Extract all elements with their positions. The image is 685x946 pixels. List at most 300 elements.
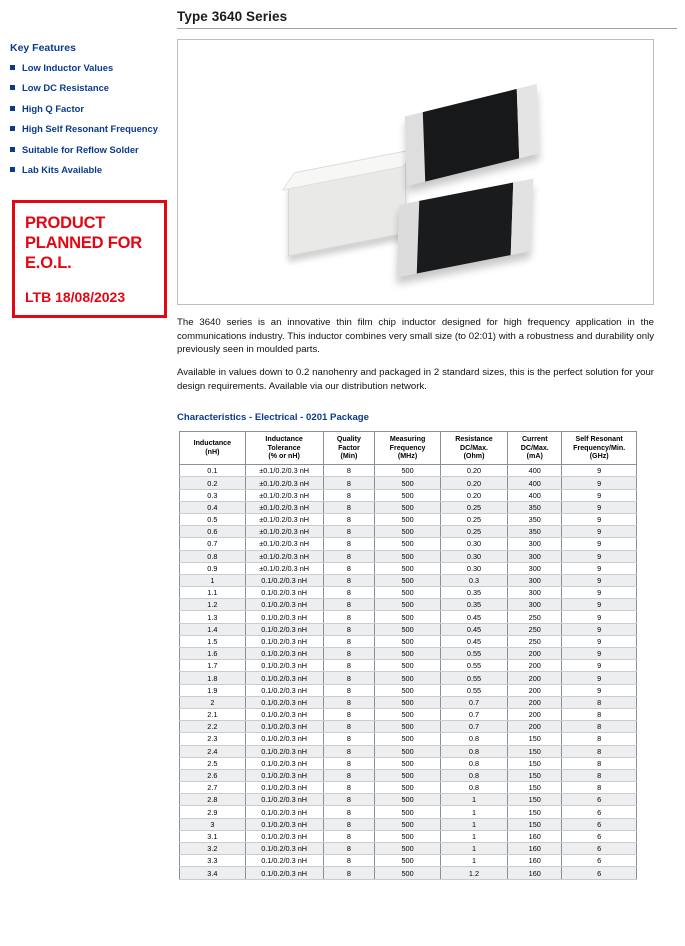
cell-current: 300 bbox=[508, 550, 562, 562]
table-row bbox=[180, 648, 637, 660]
cell-self-resonant-frequency: 8 bbox=[562, 757, 637, 769]
cell-tolerance: 0.1/0.2/0.3 nH bbox=[245, 672, 323, 684]
cell-self-resonant-frequency: 6 bbox=[562, 806, 637, 818]
cell-resistance: 0.8 bbox=[440, 782, 507, 794]
cell-resistance: 1.2 bbox=[440, 867, 507, 879]
cell-inductance: 2.6 bbox=[180, 769, 246, 781]
cell-measuring-frequency: 500 bbox=[375, 465, 440, 477]
cell-measuring-frequency: 500 bbox=[375, 513, 440, 525]
cell-self-resonant-frequency: 6 bbox=[562, 830, 637, 842]
feature-label: Lab Kits Available bbox=[22, 164, 103, 176]
cell-tolerance: ±0.1/0.2/0.3 nH bbox=[245, 562, 323, 574]
cell-tolerance: 0.1/0.2/0.3 nH bbox=[245, 623, 323, 635]
square-bullet-icon bbox=[10, 106, 15, 111]
cell-inductance: 3.2 bbox=[180, 843, 246, 855]
cell-self-resonant-frequency: 9 bbox=[562, 672, 637, 684]
feature-label: Suitable for Reflow Solder bbox=[22, 143, 139, 155]
cell-resistance: 0.25 bbox=[440, 526, 507, 538]
cell-inductance: 0.8 bbox=[180, 550, 246, 562]
cell-current: 150 bbox=[508, 769, 562, 781]
cell-quality-factor: 8 bbox=[323, 867, 375, 879]
main-content bbox=[177, 0, 677, 880]
table-row bbox=[180, 550, 637, 562]
cell-inductance: 1 bbox=[180, 574, 246, 586]
cell-quality-factor: 8 bbox=[323, 587, 375, 599]
cell-measuring-frequency: 500 bbox=[375, 672, 440, 684]
cell-inductance: 2.4 bbox=[180, 745, 246, 757]
cell-measuring-frequency: 500 bbox=[375, 757, 440, 769]
key-features-title: Key Features bbox=[10, 42, 76, 54]
cell-current: 150 bbox=[508, 794, 562, 806]
cell-inductance: 1.3 bbox=[180, 611, 246, 623]
table-row bbox=[180, 769, 637, 781]
cell-self-resonant-frequency: 9 bbox=[562, 562, 637, 574]
cell-current: 250 bbox=[508, 623, 562, 635]
cell-self-resonant-frequency: 8 bbox=[562, 782, 637, 794]
cell-measuring-frequency: 500 bbox=[375, 684, 440, 696]
cell-tolerance: 0.1/0.2/0.3 nH bbox=[245, 660, 323, 672]
cell-measuring-frequency: 500 bbox=[375, 599, 440, 611]
cell-resistance: 1 bbox=[440, 806, 507, 818]
cell-resistance: 0.25 bbox=[440, 513, 507, 525]
table-row bbox=[180, 660, 637, 672]
cell-current: 300 bbox=[508, 538, 562, 550]
cell-current: 300 bbox=[508, 587, 562, 599]
cell-resistance: 0.3 bbox=[440, 574, 507, 586]
cell-measuring-frequency: 500 bbox=[375, 843, 440, 855]
cell-resistance: 1 bbox=[440, 843, 507, 855]
cell-resistance: 0.8 bbox=[440, 745, 507, 757]
table-row bbox=[180, 623, 637, 635]
cell-inductance: 0.7 bbox=[180, 538, 246, 550]
cell-self-resonant-frequency: 9 bbox=[562, 477, 637, 489]
cell-current: 400 bbox=[508, 477, 562, 489]
table-row bbox=[180, 794, 637, 806]
table-row bbox=[180, 672, 637, 684]
feature-item bbox=[10, 103, 164, 114]
cell-quality-factor: 8 bbox=[323, 660, 375, 672]
cell-self-resonant-frequency: 9 bbox=[562, 574, 637, 586]
cell-self-resonant-frequency: 8 bbox=[562, 745, 637, 757]
cell-current: 200 bbox=[508, 708, 562, 720]
cell-inductance: 1.4 bbox=[180, 623, 246, 635]
cell-resistance: 0.55 bbox=[440, 684, 507, 696]
square-bullet-icon bbox=[10, 85, 15, 90]
cell-inductance: 2.9 bbox=[180, 806, 246, 818]
cell-current: 300 bbox=[508, 574, 562, 586]
cell-self-resonant-frequency: 9 bbox=[562, 660, 637, 672]
cell-self-resonant-frequency: 6 bbox=[562, 867, 637, 879]
cell-self-resonant-frequency: 9 bbox=[562, 538, 637, 550]
cell-self-resonant-frequency: 9 bbox=[562, 599, 637, 611]
cell-resistance: 0.30 bbox=[440, 538, 507, 550]
table-row bbox=[180, 526, 637, 538]
table-row bbox=[180, 501, 637, 513]
cell-tolerance: 0.1/0.2/0.3 nH bbox=[245, 733, 323, 745]
cell-tolerance: 0.1/0.2/0.3 nH bbox=[245, 806, 323, 818]
cell-resistance: 0.30 bbox=[440, 562, 507, 574]
feature-item bbox=[10, 82, 164, 93]
table-row bbox=[180, 721, 637, 733]
cell-current: 160 bbox=[508, 830, 562, 842]
cell-self-resonant-frequency: 9 bbox=[562, 513, 637, 525]
cell-current: 200 bbox=[508, 648, 562, 660]
cell-self-resonant-frequency: 6 bbox=[562, 843, 637, 855]
cell-tolerance: 0.1/0.2/0.3 nH bbox=[245, 769, 323, 781]
eol-notice-date-text: LTB 18/08/2023 bbox=[25, 289, 126, 306]
table-row bbox=[180, 599, 637, 611]
cell-measuring-frequency: 500 bbox=[375, 611, 440, 623]
feature-label: Low Inductor Values bbox=[22, 62, 114, 73]
cell-current: 160 bbox=[508, 855, 562, 867]
cell-inductance: 3.3 bbox=[180, 855, 246, 867]
cell-measuring-frequency: 500 bbox=[375, 733, 440, 745]
cell-self-resonant-frequency: 9 bbox=[562, 550, 637, 562]
cell-measuring-frequency: 500 bbox=[375, 550, 440, 562]
cell-inductance: 3.4 bbox=[180, 867, 246, 879]
cell-quality-factor: 8 bbox=[323, 818, 375, 830]
cell-quality-factor: 8 bbox=[323, 843, 375, 855]
cell-resistance: 0.35 bbox=[440, 599, 507, 611]
cell-inductance: 1.2 bbox=[180, 599, 246, 611]
cell-resistance: 0.20 bbox=[440, 489, 507, 501]
page-title: Type 3640 Series bbox=[177, 9, 288, 24]
cell-inductance: 1.9 bbox=[180, 684, 246, 696]
column-header-inductance: Inductance (nH) bbox=[180, 431, 246, 465]
table-row bbox=[180, 782, 637, 794]
chip-inductor-black-bottom bbox=[397, 179, 533, 278]
cell-current: 160 bbox=[508, 867, 562, 879]
cell-tolerance: 0.1/0.2/0.3 nH bbox=[245, 599, 323, 611]
table-row bbox=[180, 587, 637, 599]
cell-tolerance: 0.1/0.2/0.3 nH bbox=[245, 855, 323, 867]
cell-quality-factor: 8 bbox=[323, 684, 375, 696]
cell-inductance: 2.7 bbox=[180, 782, 246, 794]
feature-item bbox=[10, 62, 164, 73]
column-header-measuring-frequency: Measuring Frequency (MHz) bbox=[375, 431, 440, 465]
cell-self-resonant-frequency: 8 bbox=[562, 708, 637, 720]
cell-inductance: 0.5 bbox=[180, 513, 246, 525]
feature-item bbox=[10, 164, 164, 175]
cell-inductance: 3.1 bbox=[180, 830, 246, 842]
cell-resistance: 0.8 bbox=[440, 757, 507, 769]
table-row bbox=[180, 574, 637, 586]
cell-quality-factor: 8 bbox=[323, 599, 375, 611]
cell-tolerance: 0.1/0.2/0.3 nH bbox=[245, 757, 323, 769]
cell-measuring-frequency: 500 bbox=[375, 501, 440, 513]
cell-resistance: 0.35 bbox=[440, 587, 507, 599]
cell-current: 300 bbox=[508, 599, 562, 611]
cell-current: 150 bbox=[508, 733, 562, 745]
chip-body bbox=[417, 183, 513, 274]
cell-current: 150 bbox=[508, 757, 562, 769]
cell-tolerance: ±0.1/0.2/0.3 nH bbox=[245, 526, 323, 538]
cell-tolerance: 0.1/0.2/0.3 nH bbox=[245, 745, 323, 757]
cell-tolerance: ±0.1/0.2/0.3 nH bbox=[245, 489, 323, 501]
table-row bbox=[180, 611, 637, 623]
cell-resistance: 0.55 bbox=[440, 672, 507, 684]
cell-inductance: 2.3 bbox=[180, 733, 246, 745]
cell-tolerance: 0.1/0.2/0.3 nH bbox=[245, 684, 323, 696]
cell-measuring-frequency: 500 bbox=[375, 660, 440, 672]
cell-self-resonant-frequency: 9 bbox=[562, 526, 637, 538]
feature-item bbox=[10, 123, 164, 134]
cell-inductance: 1.7 bbox=[180, 660, 246, 672]
cell-tolerance: 0.1/0.2/0.3 nH bbox=[245, 696, 323, 708]
column-header-current: Current DC/Max. (mA) bbox=[508, 431, 562, 465]
cell-measuring-frequency: 500 bbox=[375, 489, 440, 501]
cell-inductance: 0.3 bbox=[180, 489, 246, 501]
cell-quality-factor: 8 bbox=[323, 526, 375, 538]
cell-current: 350 bbox=[508, 501, 562, 513]
cell-inductance: 0.2 bbox=[180, 477, 246, 489]
cell-quality-factor: 8 bbox=[323, 855, 375, 867]
cell-inductance: 2.8 bbox=[180, 794, 246, 806]
cell-measuring-frequency: 500 bbox=[375, 830, 440, 842]
cell-measuring-frequency: 500 bbox=[375, 769, 440, 781]
cell-resistance: 0.55 bbox=[440, 660, 507, 672]
cell-inductance: 0.1 bbox=[180, 465, 246, 477]
table-row bbox=[180, 708, 637, 720]
cell-quality-factor: 8 bbox=[323, 538, 375, 550]
cell-quality-factor: 8 bbox=[323, 672, 375, 684]
cell-quality-factor: 8 bbox=[323, 465, 375, 477]
column-header-resistance: Resistance DC/Max. (Ohm) bbox=[440, 431, 507, 465]
cell-measuring-frequency: 500 bbox=[375, 635, 440, 647]
cell-self-resonant-frequency: 9 bbox=[562, 587, 637, 599]
cell-self-resonant-frequency: 9 bbox=[562, 489, 637, 501]
cell-self-resonant-frequency: 9 bbox=[562, 465, 637, 477]
cell-measuring-frequency: 500 bbox=[375, 867, 440, 879]
cell-measuring-frequency: 500 bbox=[375, 696, 440, 708]
cell-current: 400 bbox=[508, 465, 562, 477]
cell-self-resonant-frequency: 9 bbox=[562, 635, 637, 647]
cell-tolerance: 0.1/0.2/0.3 nH bbox=[245, 818, 323, 830]
cell-tolerance: 0.1/0.2/0.3 nH bbox=[245, 574, 323, 586]
cell-tolerance: 0.1/0.2/0.3 nH bbox=[245, 782, 323, 794]
cell-resistance: 0.7 bbox=[440, 696, 507, 708]
cell-current: 300 bbox=[508, 562, 562, 574]
cell-current: 150 bbox=[508, 806, 562, 818]
cell-resistance: 0.45 bbox=[440, 623, 507, 635]
chip-inductor-black-top bbox=[405, 84, 539, 186]
cell-tolerance: ±0.1/0.2/0.3 nH bbox=[245, 538, 323, 550]
cell-resistance: 0.45 bbox=[440, 611, 507, 623]
cell-resistance: 0.8 bbox=[440, 733, 507, 745]
cell-quality-factor: 8 bbox=[323, 513, 375, 525]
cell-measuring-frequency: 500 bbox=[375, 855, 440, 867]
cell-current: 160 bbox=[508, 843, 562, 855]
table-row bbox=[180, 843, 637, 855]
cell-quality-factor: 8 bbox=[323, 782, 375, 794]
table-row bbox=[180, 465, 637, 477]
table-row bbox=[180, 562, 637, 574]
cell-measuring-frequency: 500 bbox=[375, 721, 440, 733]
cell-inductance: 1.1 bbox=[180, 587, 246, 599]
cell-self-resonant-frequency: 6 bbox=[562, 855, 637, 867]
description-paragraph-2: Available in values down to 0.2 nanohenry and packaged in 2 standard sizes, this is the perfect solution for your design requirements. Available via our distribution network. bbox=[177, 367, 654, 393]
cell-resistance: 1 bbox=[440, 818, 507, 830]
cell-self-resonant-frequency: 6 bbox=[562, 794, 637, 806]
chip-body bbox=[423, 89, 519, 182]
cell-measuring-frequency: 500 bbox=[375, 745, 440, 757]
cell-tolerance: ±0.1/0.2/0.3 nH bbox=[245, 513, 323, 525]
cell-inductance: 2.1 bbox=[180, 708, 246, 720]
table-row bbox=[180, 745, 637, 757]
cell-inductance: 0.9 bbox=[180, 562, 246, 574]
cell-self-resonant-frequency: 6 bbox=[562, 818, 637, 830]
cell-quality-factor: 8 bbox=[323, 745, 375, 757]
column-header-quality-factor: Quality Factor (Min) bbox=[323, 431, 375, 465]
cell-current: 350 bbox=[508, 513, 562, 525]
key-features-list bbox=[10, 62, 164, 176]
cell-measuring-frequency: 500 bbox=[375, 623, 440, 635]
cell-resistance: 0.30 bbox=[440, 550, 507, 562]
table-row bbox=[180, 818, 637, 830]
table-row bbox=[180, 477, 637, 489]
cell-resistance: 0.25 bbox=[440, 501, 507, 513]
cell-current: 200 bbox=[508, 721, 562, 733]
cell-tolerance: 0.1/0.2/0.3 nH bbox=[245, 708, 323, 720]
cell-resistance: 0.45 bbox=[440, 635, 507, 647]
cell-quality-factor: 8 bbox=[323, 696, 375, 708]
cell-current: 200 bbox=[508, 660, 562, 672]
cell-inductance: 0.6 bbox=[180, 526, 246, 538]
cell-tolerance: 0.1/0.2/0.3 nH bbox=[245, 635, 323, 647]
cell-inductance: 1.6 bbox=[180, 648, 246, 660]
eol-notice-main-text: PRODUCT PLANNED FOR E.O.L. bbox=[25, 213, 142, 273]
cell-measuring-frequency: 500 bbox=[375, 818, 440, 830]
cell-measuring-frequency: 500 bbox=[375, 574, 440, 586]
cell-measuring-frequency: 500 bbox=[375, 648, 440, 660]
cell-resistance: 0.20 bbox=[440, 477, 507, 489]
cell-tolerance: ±0.1/0.2/0.3 nH bbox=[245, 465, 323, 477]
cell-self-resonant-frequency: 9 bbox=[562, 648, 637, 660]
table-row bbox=[180, 757, 637, 769]
table-row bbox=[180, 696, 637, 708]
cell-current: 200 bbox=[508, 696, 562, 708]
cell-inductance: 1.8 bbox=[180, 672, 246, 684]
cell-resistance: 0.7 bbox=[440, 721, 507, 733]
square-bullet-icon bbox=[10, 126, 15, 131]
table-row bbox=[180, 855, 637, 867]
cell-inductance: 3 bbox=[180, 818, 246, 830]
cell-quality-factor: 8 bbox=[323, 501, 375, 513]
cell-current: 150 bbox=[508, 818, 562, 830]
cell-measuring-frequency: 500 bbox=[375, 538, 440, 550]
description-paragraph-1: The 3640 series is an innovative thin film chip inductor designed for high frequency application in the communications industry. This inductor combines very small size (to 02:01) with a robustness and durability only previously seen in moulded parts. bbox=[177, 317, 654, 356]
cell-current: 150 bbox=[508, 782, 562, 794]
table-header bbox=[180, 431, 637, 465]
table-row bbox=[180, 684, 637, 696]
page-title-rule bbox=[177, 9, 677, 29]
cell-tolerance: ±0.1/0.2/0.3 nH bbox=[245, 501, 323, 513]
cell-self-resonant-frequency: 9 bbox=[562, 623, 637, 635]
cell-tolerance: 0.1/0.2/0.3 nH bbox=[245, 648, 323, 660]
eol-notice-box bbox=[12, 200, 167, 318]
cell-measuring-frequency: 500 bbox=[375, 782, 440, 794]
cell-tolerance: 0.1/0.2/0.3 nH bbox=[245, 843, 323, 855]
cell-current: 250 bbox=[508, 611, 562, 623]
product-photo bbox=[177, 39, 654, 305]
cell-current: 200 bbox=[508, 684, 562, 696]
cell-quality-factor: 8 bbox=[323, 574, 375, 586]
cell-resistance: 0.55 bbox=[440, 648, 507, 660]
cell-resistance: 1 bbox=[440, 830, 507, 842]
table-body bbox=[180, 465, 637, 879]
cell-current: 150 bbox=[508, 745, 562, 757]
cell-current: 250 bbox=[508, 635, 562, 647]
cell-current: 350 bbox=[508, 526, 562, 538]
cell-quality-factor: 8 bbox=[323, 769, 375, 781]
characteristics-heading: Characteristics - Electrical - 0201 Package bbox=[177, 411, 369, 423]
square-bullet-icon bbox=[10, 147, 15, 152]
cell-current: 400 bbox=[508, 489, 562, 501]
cell-measuring-frequency: 500 bbox=[375, 526, 440, 538]
cell-tolerance: 0.1/0.2/0.3 nH bbox=[245, 867, 323, 879]
cell-tolerance: 0.1/0.2/0.3 nH bbox=[245, 721, 323, 733]
cell-tolerance: 0.1/0.2/0.3 nH bbox=[245, 611, 323, 623]
table-row bbox=[180, 806, 637, 818]
cell-resistance: 0.20 bbox=[440, 465, 507, 477]
cell-self-resonant-frequency: 9 bbox=[562, 501, 637, 513]
cell-measuring-frequency: 500 bbox=[375, 708, 440, 720]
cell-self-resonant-frequency: 8 bbox=[562, 769, 637, 781]
table-row bbox=[180, 867, 637, 879]
cell-self-resonant-frequency: 8 bbox=[562, 696, 637, 708]
cell-tolerance: 0.1/0.2/0.3 nH bbox=[245, 830, 323, 842]
specifications-table bbox=[179, 431, 637, 880]
cell-quality-factor: 8 bbox=[323, 635, 375, 647]
cell-resistance: 0.7 bbox=[440, 708, 507, 720]
table-row bbox=[180, 538, 637, 550]
chip-terminal-right bbox=[517, 84, 539, 158]
chip-terminal-right bbox=[511, 179, 534, 255]
cell-resistance: 1 bbox=[440, 855, 507, 867]
cell-inductance: 2.2 bbox=[180, 721, 246, 733]
column-header-inductance-tolerance: Inductance Tolerance (% or nH) bbox=[245, 431, 323, 465]
cell-resistance: 1 bbox=[440, 794, 507, 806]
square-bullet-icon bbox=[10, 167, 15, 172]
table-header-row bbox=[180, 431, 637, 465]
sidebar bbox=[0, 0, 172, 318]
cell-quality-factor: 8 bbox=[323, 648, 375, 660]
cell-measuring-frequency: 500 bbox=[375, 794, 440, 806]
cell-self-resonant-frequency: 9 bbox=[562, 684, 637, 696]
table-row bbox=[180, 489, 637, 501]
chip-inductor-white bbox=[288, 162, 406, 257]
table-row bbox=[180, 513, 637, 525]
cell-tolerance: ±0.1/0.2/0.3 nH bbox=[245, 550, 323, 562]
feature-label: High Q Factor bbox=[22, 102, 84, 114]
cell-tolerance: ±0.1/0.2/0.3 nH bbox=[245, 477, 323, 489]
cell-inductance: 1.5 bbox=[180, 635, 246, 647]
cell-tolerance: 0.1/0.2/0.3 nH bbox=[245, 794, 323, 806]
cell-quality-factor: 8 bbox=[323, 623, 375, 635]
cell-quality-factor: 8 bbox=[323, 562, 375, 574]
column-header-self-resonant-frequency: Self Resonant Frequency/Min. (GHz) bbox=[562, 431, 637, 465]
cell-measuring-frequency: 500 bbox=[375, 562, 440, 574]
cell-resistance: 0.8 bbox=[440, 769, 507, 781]
cell-quality-factor: 8 bbox=[323, 806, 375, 818]
feature-label: Low DC Resistance bbox=[22, 82, 110, 94]
cell-quality-factor: 8 bbox=[323, 550, 375, 562]
feature-item bbox=[10, 144, 164, 155]
cell-measuring-frequency: 500 bbox=[375, 806, 440, 818]
cell-quality-factor: 8 bbox=[323, 794, 375, 806]
cell-current: 200 bbox=[508, 672, 562, 684]
cell-quality-factor: 8 bbox=[323, 733, 375, 745]
